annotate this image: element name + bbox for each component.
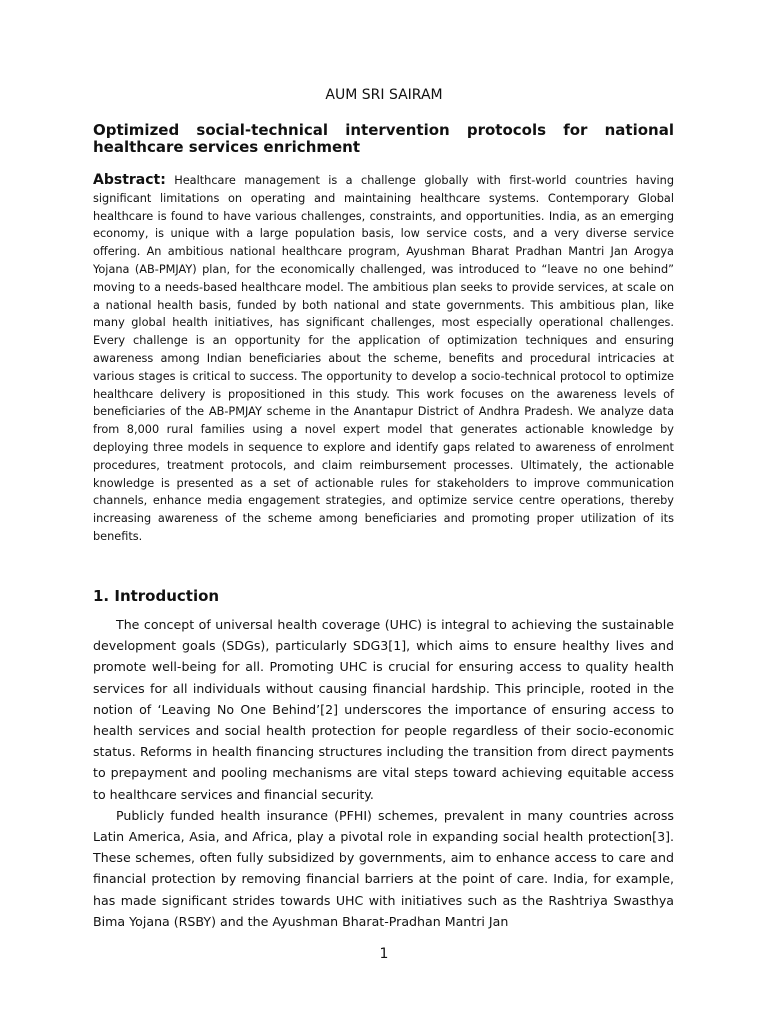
introduction-body [93,614,674,932]
abstract-text: Healthcare management is a challenge globally with first-world countries having significant limitations on operating and maintaining healthcare systems. Contemporary Global healthcare is found to have various challenges, constraints, and opportunities. India, as an emerging economy, is unique with a large population basis, low service costs, and a very diverse service offering. An ambitious national healthcare program, Ayushman Bharat Pradhan Mantri Jan Arogya Yojana (AB-PMJAY) plan, for the economically challenged, was introduced to “leave no one behind” moving to a needs-based healthcare model. The ambitious plan seeks to provide services, at scale on a national health basis, funded by both national and state governments. This ambitious plan, like many global health initiatives, has significant challenges, most especially operational challenges. Every challenge is an opportunity for the application of optimization techniques and ensuring awareness among Indian beneficiaries about the scheme, benefits and procedural intricacies at various stages is critical to success. The opportunity to develop a socio-technical protocol to optimize healthcare delivery is propositioned in this study. This work focuses on the awareness levels of beneficiaries of the AB-PMJAY scheme in the Anantapur District of Andhra Pradesh. We analyze data from 8,000 rural families using a novel expert model that generates actionable knowledge by deploying three models in sequence to explore and identify gaps related to awareness of enrolment procedures, treatment protocols, and claim reimbursement processes. Ultimately, the actionable knowledge is presented as a set of actionable rules for stakeholders to improve communication channels, enhance media engagement strategies, and optimize service centre operations, thereby increasing awareness of the scheme among beneficiaries and promoting proper utilization of its benefits. [93,174,674,543]
paper-title: Optimized social-technical intervention protocols for national healthcare services enrichment [93,121,674,156]
section-heading-introduction: 1. Introduction [93,587,220,605]
abstract-heading: Abstract: [93,172,166,188]
introduction-paragraph-2: Publicly funded health insurance (PFHI) schemes, prevalent in many countries across Latin America, Asia, and Africa, play a pivotal role in expanding social health protection[3]. These schemes, often fully subsidized by governments, aim to enhance access to care and financial protection by removing financial barriers at the point of care. India, for example, has made significant strides towards UHC with initiatives such as the Rashtriya Swasthya Bima Yojana (RSBY) and the Ayushman Bharat-Pradhan Mantri Jan [93,807,674,929]
abstract-paragraph [93,172,674,546]
introduction-paragraph-1: The concept of universal health coverage (UHC) is integral to achieving the sustainable development goals (SDGs), particularly SDG3[1], which aims to ensure healthy lives and promote well-being for all. Promoting UHC is crucial for ensuring access to quality health services for all individuals without causing financial hardship. This principle, rooted in the notion of ‘Leaving No One Behind’[2] underscores the importance of ensuring access to health services and social health protection for people regardless of their socio-economic status. Reforms in health financing structures including the transition from direct payments to prepayment and pooling mechanisms are vital steps toward achieving equitable access to healthcare services and financial security. [93,617,674,802]
header-text: AUM SRI SAIRAM [325,87,443,103]
page-number: 1 [379,946,389,962]
